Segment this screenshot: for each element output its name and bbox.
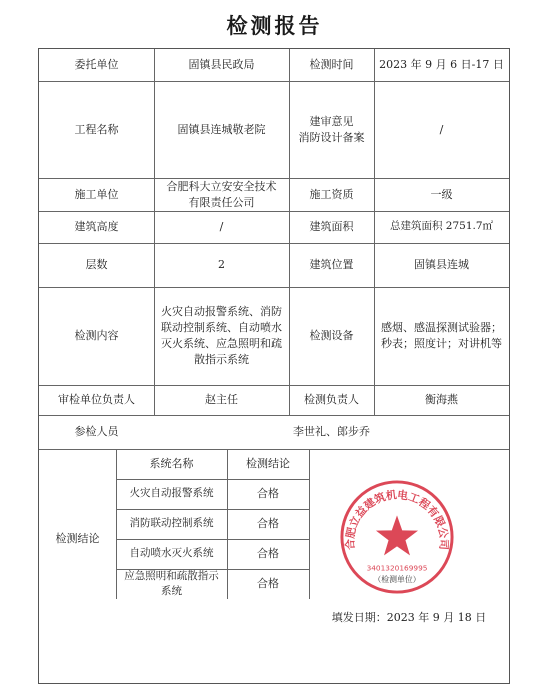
inspection-content-line-4: 散指示系统 — [194, 352, 249, 366]
value-client: 固镇县民政局 — [188, 58, 255, 72]
label-inspection-content: 检测内容 — [74, 329, 119, 343]
value-qualification: 一级 — [430, 187, 453, 201]
label-construction-unit: 施工单位 — [74, 187, 119, 201]
header-system-result: 检测结论 — [246, 457, 290, 471]
inspection-content-line-3: 灭火系统、应急照明和疏 — [161, 337, 282, 350]
value-building-location: 固镇县连城 — [414, 258, 469, 272]
system-result-2: 合格 — [257, 517, 279, 531]
construction-unit-line-1: 合肥科大立安安全技术 — [166, 179, 277, 193]
value-inspection-equipment — [374, 287, 509, 385]
system-name-4-line-1: 应急照明和疏散指示 — [124, 569, 219, 582]
value-project-name: 固镇县连城敬老院 — [177, 122, 266, 136]
label-project-name: 工程名称 — [74, 122, 119, 136]
inspection-content-line-2: 联动控制系统、自动喷水 — [161, 321, 282, 335]
label-conclusion: 检测结论 — [55, 532, 100, 546]
label-participants: 参检人员 — [74, 425, 119, 439]
value-inspection-content — [154, 287, 289, 385]
label-building-location: 建筑位置 — [309, 258, 354, 272]
label-floors: 层数 — [85, 258, 108, 272]
header-system-name: 系统名称 — [149, 457, 194, 471]
label-qualification: 施工资质 — [309, 187, 354, 201]
issue-date: 填发日期：2023 年 9 月 18 日 — [331, 611, 487, 625]
inspection-content-line-1: 火灾自动报警系统、消防 — [161, 305, 282, 319]
value-building-area: 总建筑面积 2751.7㎡ — [389, 220, 494, 233]
construction-unit-line-2: 有限责任公司 — [188, 195, 255, 209]
system-result-3: 合格 — [257, 547, 279, 561]
label-review-opinion — [289, 81, 374, 178]
system-name-2: 消防联动控制系统 — [129, 517, 214, 530]
system-result-1: 合格 — [257, 487, 279, 501]
value-review-responsible: 赵主任 — [205, 393, 238, 407]
system-name-4-line-2: 系统 — [161, 585, 182, 597]
system-name-3: 自动喷水灭火系统 — [129, 547, 214, 560]
value-construction-unit — [154, 178, 289, 211]
system-name-1: 火灾自动报警系统 — [129, 487, 214, 500]
label-building-area: 建筑面积 — [309, 220, 354, 234]
svg-text:（检测单位）: （检测单位） — [373, 575, 421, 585]
label-building-height: 建筑高度 — [74, 220, 119, 234]
equipment-line-1: 感烟、感温探测试验器； — [381, 321, 502, 335]
label-review-responsible: 审检单位负责人 — [58, 393, 135, 407]
value-review-opinion: / — [439, 122, 444, 136]
review-opinion-line-2: 消防设计备案 — [298, 130, 365, 144]
svg-text:合肥立益建筑机电工程有限公司: 合肥立益建筑机电工程有限公司 — [343, 488, 451, 551]
svg-text:3401320169995: 3401320169995 — [366, 563, 428, 573]
label-inspection-responsible: 检测负责人 — [304, 393, 359, 407]
value-participants: 李世礼、郎步乔 — [293, 425, 370, 439]
value-building-height: / — [219, 220, 224, 234]
review-opinion-line-1: 建审意见 — [309, 114, 354, 128]
label-client: 委托单位 — [74, 58, 119, 72]
system-name-4 — [116, 569, 227, 599]
value-inspection-responsible: 衡海燕 — [425, 393, 458, 407]
company-seal-icon — [338, 478, 456, 596]
report-title: 检测报告 — [226, 13, 323, 38]
label-inspection-equipment: 检测设备 — [309, 329, 354, 343]
value-inspection-time: 2023 年 9 月 6 日-17 日 — [379, 58, 504, 72]
system-result-4: 合格 — [257, 577, 279, 591]
value-floors: 2 — [218, 258, 225, 272]
label-inspection-time: 检测时间 — [309, 58, 354, 72]
equipment-line-2: 秒表；照度计；对讲机等 — [381, 337, 502, 350]
